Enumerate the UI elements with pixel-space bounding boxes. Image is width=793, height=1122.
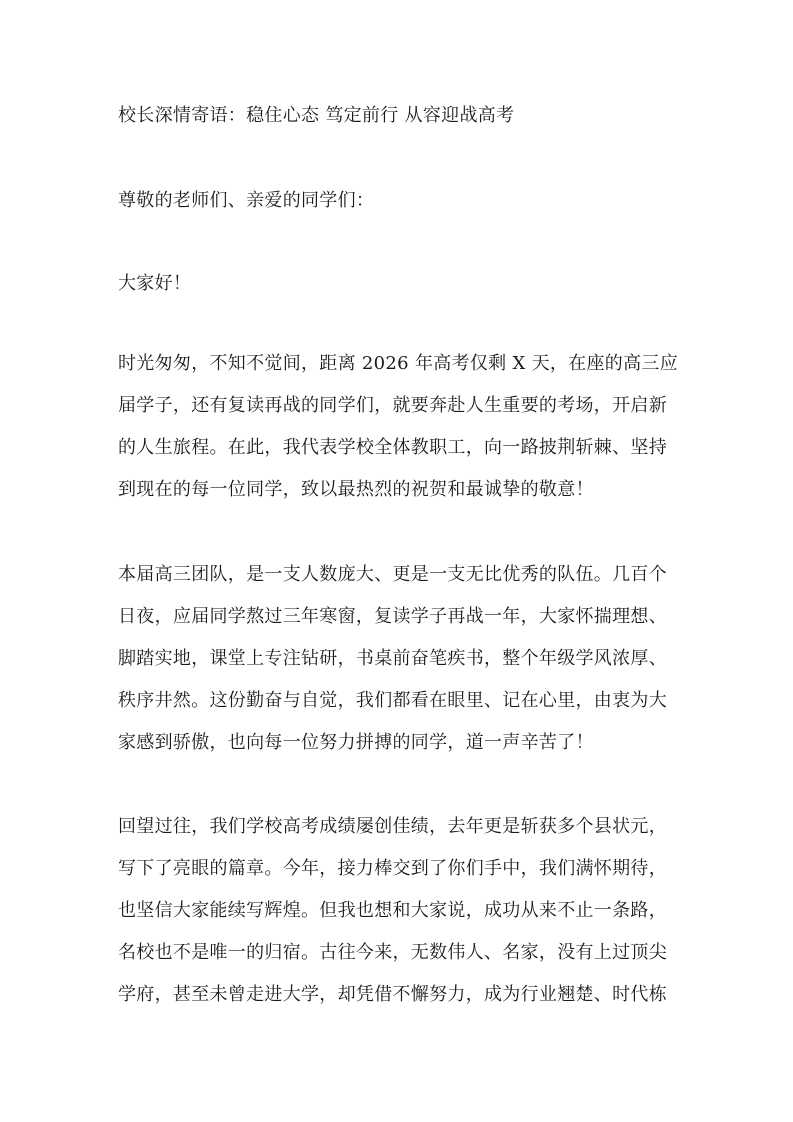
paragraph-line: 家感到骄傲，也向每一位努力拼搏的同学，道一声辛苦了！ <box>118 732 594 753</box>
paragraph-line: 到现在的每一位同学，致以最热烈的祝贺和最诚挚的敬意！ <box>118 479 594 500</box>
paragraph-line: 的人生旅程。在此，我代表学校全体教职工，向一路披荆斩棘、坚持 <box>118 437 667 458</box>
paragraph-line: 秩序井然。这份勤奋与自觉，我们都看在眼里、记在心里，由衷为大 <box>118 690 667 711</box>
paragraph-line: 回望过往，我们学校高考成绩屡创佳绩，去年更是斩获多个县状元， <box>118 816 667 837</box>
paragraph-line: 届学子，还有复读再战的同学们，就要奔赴人生重要的考场，开启新 <box>118 395 667 416</box>
greeting: 大家好！ <box>118 273 192 294</box>
paragraph-line: 日夜，应届同学熬过三年寒窗，复读学子再战一年，大家怀揣理想、 <box>118 606 667 627</box>
document-title: 校长深情寄语：稳住心态 笃定前行 从容迎战高考 <box>118 105 515 126</box>
paragraph-line: 时光匆匆，不知不觉间，距离 2026 年高考仅剩 X 天，在座的高三应 <box>118 353 679 374</box>
salutation: 尊敬的老师们、亲爱的同学们： <box>118 190 375 211</box>
paragraph-line: 也坚信大家能续写辉煌。但我也想和大家说，成功从来不止一条路， <box>118 900 667 921</box>
paragraph-line: 本届高三团队，是一支人数庞大、更是一支无比优秀的队伍。几百个 <box>118 564 667 585</box>
paragraph-line: 学府，甚至未曾走进大学，却凭借不懈努力，成为行业翘楚、时代栋 <box>118 984 667 1005</box>
paragraph-line: 名校也不是唯一的归宿。古往今来，无数伟人、名家，没有上过顶尖 <box>118 942 667 963</box>
paragraph-line: 脚踏实地，课堂上专注钻研，书桌前奋笔疾书，整个年级学风浓厚、 <box>118 648 667 669</box>
paragraph-line: 写下了亮眼的篇章。今年，接力棒交到了你们手中，我们满怀期待， <box>118 858 667 879</box>
